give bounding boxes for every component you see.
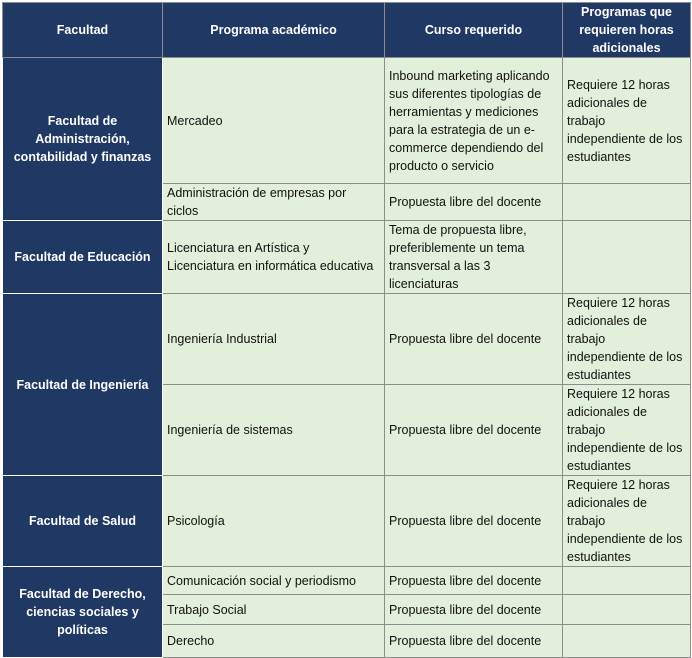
horas-cell: Requiere 12 horas adicionales de trabajo independiente de los estudiantes	[563, 385, 691, 476]
horas-cell	[563, 184, 691, 221]
curso-cell: Tema de propuesta libre, preferiblemente un tema transversal a las 3 licenciaturas	[385, 221, 563, 294]
programa-cell: Ingeniería Industrial	[163, 294, 385, 385]
table-header-row	[3, 3, 691, 58]
curso-cell: Propuesta libre del docente	[385, 595, 563, 625]
table-row	[3, 476, 691, 567]
horas-cell: Requiere 12 horas adicionales de trabajo independiente de los estudiantes	[563, 58, 691, 184]
curso-cell: Propuesta libre del docente	[385, 184, 563, 221]
table-row	[3, 58, 691, 184]
table-row	[3, 567, 691, 595]
curso-cell: Propuesta libre del docente	[385, 567, 563, 595]
table-wrapper	[2, 2, 691, 658]
programa-cell: Comunicación social y periodismo	[163, 567, 385, 595]
facultad-derecho: Facultad de Derecho, ciencias sociales y políticas	[3, 567, 163, 658]
facultad-ingenieria: Facultad de Ingeniería	[3, 294, 163, 476]
horas-cell	[563, 221, 691, 294]
table-row	[3, 221, 691, 294]
horas-cell	[563, 595, 691, 625]
faculty-courses-table	[2, 2, 691, 658]
horas-cell: Requiere 12 horas adicionales de trabajo independiente de los estudiantes	[563, 294, 691, 385]
facultad-educacion: Facultad de Educación	[3, 221, 163, 294]
table-row	[3, 294, 691, 385]
programa-cell: Licenciatura en Artística y Licenciatura en informática educativa	[163, 221, 385, 294]
curso-cell: Inbound marketing aplicando sus diferentes tipologías de herramientas y mediciones para la estrategia de un e-commerce dependiendo del producto o servicio	[385, 58, 563, 184]
header-horas: Programas que requieren horas adicionales	[563, 3, 691, 58]
header-programa: Programa académico	[163, 3, 385, 58]
header-curso: Curso requerido	[385, 3, 563, 58]
programa-cell: Ingeniería de sistemas	[163, 385, 385, 476]
programa-cell: Administración de empresas por ciclos	[163, 184, 385, 221]
curso-cell: Propuesta libre del docente	[385, 385, 563, 476]
curso-cell: Propuesta libre del docente	[385, 476, 563, 567]
horas-cell	[563, 625, 691, 658]
horas-cell: Requiere 12 horas adicionales de trabajo independiente de los estudiantes	[563, 476, 691, 567]
curso-cell: Propuesta libre del docente	[385, 625, 563, 658]
header-facultad: Facultad	[3, 3, 163, 58]
curso-cell: Propuesta libre del docente	[385, 294, 563, 385]
horas-cell	[563, 567, 691, 595]
programa-cell: Mercadeo	[163, 58, 385, 184]
facultad-administracion: Facultad de Administración, contabilidad y finanzas	[3, 58, 163, 221]
programa-cell: Derecho	[163, 625, 385, 658]
programa-cell: Trabajo Social	[163, 595, 385, 625]
facultad-salud: Facultad de Salud	[3, 476, 163, 567]
programa-cell: Psicología	[163, 476, 385, 567]
